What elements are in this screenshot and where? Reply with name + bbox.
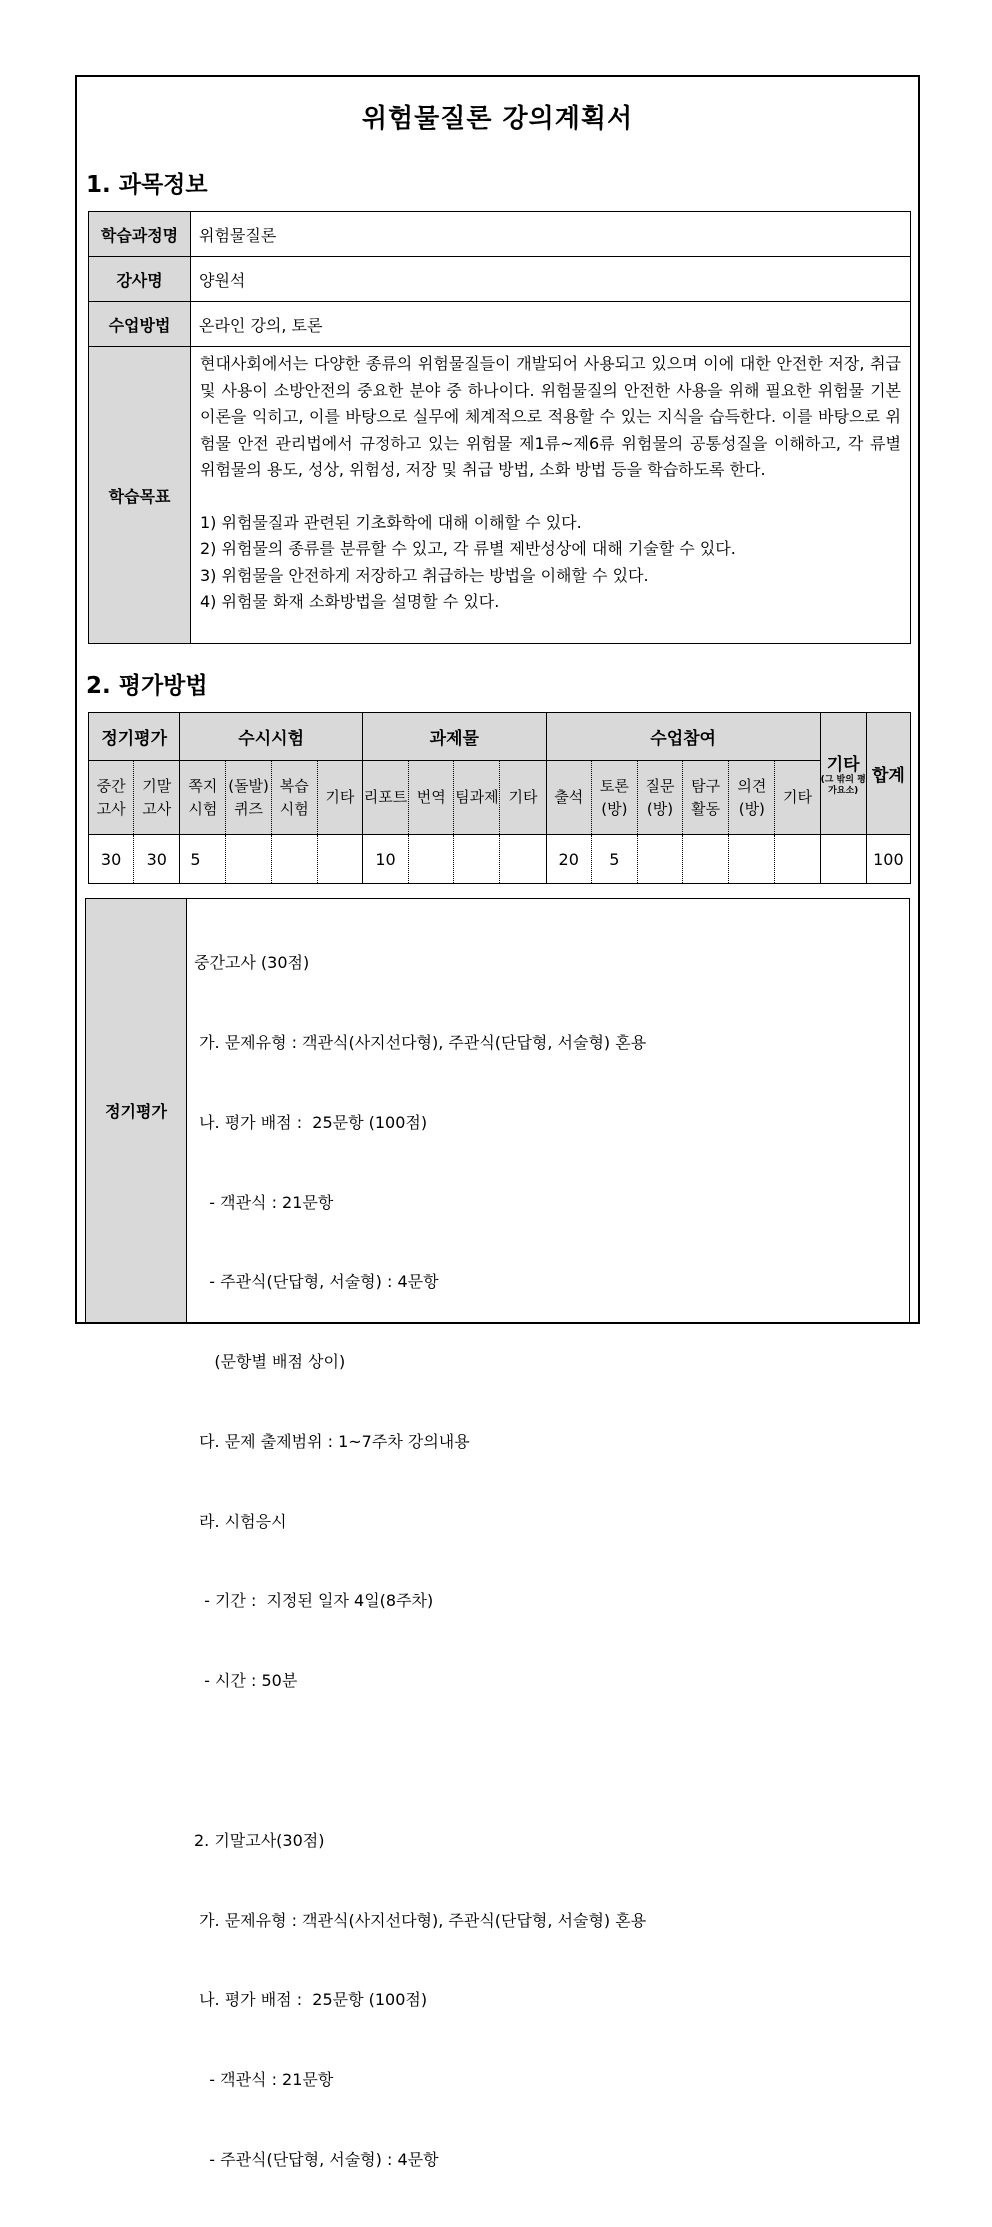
instructor-value: 양원석 xyxy=(191,257,911,302)
sub-assignment-etc: 기타 xyxy=(500,761,546,835)
detail-line-5: - 주관식(단답형, 서술형) : 4문항 xyxy=(194,1272,439,1292)
regular-evaluation-body xyxy=(194,897,646,2227)
value-pop-quiz: 5 xyxy=(180,835,226,884)
info-row-instructor xyxy=(89,257,911,302)
value-opinion xyxy=(729,835,775,884)
evaluation-value-row xyxy=(89,835,911,884)
value-review-test xyxy=(271,835,317,884)
group-other-note: (그 밖의 평가요소) xyxy=(820,775,866,796)
sub-inquiry: 탐구 활동 xyxy=(683,761,729,835)
value-report: 10 xyxy=(362,835,408,884)
sub-opinion: 의견 (방) xyxy=(729,761,775,835)
detail-line-3: 나. 평가 배점 : 25문항 (100점) xyxy=(194,1112,428,1132)
sub-question: 질문 (방) xyxy=(637,761,682,835)
detail-line-8: 라. 시험응시 xyxy=(194,1511,287,1531)
sub-team-project: 팀과제 xyxy=(454,761,500,835)
value-question xyxy=(637,835,682,884)
info-row-method xyxy=(89,302,911,347)
group-participation: 수업참여 xyxy=(546,713,820,761)
value-quiz-etc xyxy=(317,835,362,884)
sub-surprise-quiz: (돌발) 퀴즈 xyxy=(226,761,271,835)
detail-line-15: - 객관식 : 21문항 xyxy=(194,2070,334,2090)
evaluation-subheader-row xyxy=(89,761,911,835)
detail-line-11 xyxy=(194,1748,646,1775)
evaluation-table xyxy=(88,712,911,884)
document-title: 위험물질론 강의계획서 xyxy=(361,104,634,134)
sub-translation: 번역 xyxy=(409,761,454,835)
detail-line-13: 가. 문제유형 : 객관식(사지선다형), 주관식(단답형, 서술형) 혼용 xyxy=(194,1910,647,1930)
group-total: 합계 xyxy=(866,713,910,835)
course-name-value: 위험물질론 xyxy=(191,212,911,257)
group-regular: 정기평가 xyxy=(89,713,180,761)
detail-line-1: 중간고사 (30점) xyxy=(194,953,310,973)
group-quiz: 수시시험 xyxy=(180,713,363,761)
sub-final: 기말 고사 xyxy=(134,761,180,835)
regular-evaluation-detail xyxy=(85,898,910,2169)
value-discussion: 5 xyxy=(591,835,637,884)
value-inquiry xyxy=(683,835,729,884)
objective-item-2: 2) 위험물의 종류를 분류할 수 있고, 각 류별 제반성상에 대해 기술할 수 있다. xyxy=(200,539,736,558)
method-value: 온라인 강의, 토론 xyxy=(191,302,911,347)
sub-discussion: 토론 (방) xyxy=(591,761,637,835)
sub-attendance: 출석 xyxy=(546,761,591,835)
value-midterm: 30 xyxy=(89,835,134,884)
value-team-project xyxy=(454,835,500,884)
regular-evaluation-label: 정기평가 xyxy=(86,899,187,1322)
value-translation xyxy=(409,835,454,884)
group-other xyxy=(820,713,866,835)
value-surprise-quiz xyxy=(226,835,271,884)
sub-pop-quiz: 쪽지 시험 xyxy=(180,761,226,835)
value-total: 100 xyxy=(866,835,910,884)
detail-line-6: (문항별 배점 상이) xyxy=(194,1352,346,1372)
value-assignment-etc xyxy=(500,835,546,884)
value-attendance: 20 xyxy=(546,835,591,884)
section-evaluation-heading: 2. 평가방법 xyxy=(86,673,208,699)
instructor-label: 강사명 xyxy=(89,257,191,302)
objective-item-3: 3) 위험물을 안전하게 저장하고 취급하는 방법을 이해할 수 있다. xyxy=(200,565,649,585)
course-info-table xyxy=(88,211,911,644)
value-final: 30 xyxy=(134,835,180,884)
detail-line-2: 가. 문제유형 : 객관식(사지선다형), 주관식(단답형, 서술형) 혼용 xyxy=(194,1032,647,1052)
sub-midterm: 중간 고사 xyxy=(89,761,134,835)
detail-line-9: - 기간 : 지정된 일자 4일(8주차) xyxy=(194,1591,434,1611)
detail-line-4: - 객관식 : 21문항 xyxy=(194,1192,334,1212)
sub-quiz-etc: 기타 xyxy=(317,761,362,835)
method-label: 수업방법 xyxy=(89,302,191,347)
evaluation-group-row xyxy=(89,713,911,761)
sub-participation-etc: 기타 xyxy=(775,761,820,835)
sub-report: 리포트 xyxy=(362,761,408,835)
info-row-course-name xyxy=(89,212,911,257)
objective-content xyxy=(191,347,911,644)
detail-line-12: 2. 기말고사(30점) xyxy=(194,1830,325,1850)
detail-line-10: - 시간 : 50분 xyxy=(194,1671,298,1691)
objective-label: 학습목표 xyxy=(89,347,191,644)
sub-review-test: 복습 시험 xyxy=(271,761,317,835)
detail-line-7: 다. 문제 출제범위 : 1~7주차 강의내용 xyxy=(194,1431,470,1451)
objective-paragraph: 현대사회에서는 다양한 종류의 위험물질들이 개발되어 사용되고 있으며 이에 대한 안전한 저장, 취급 및 사용이 소방안전의 중요한 분야 중 하나이다. 위험물질의 안전한 사용을 위해 필요한 위험물 기본 이론을 익히고, 이를 바탕으로 실무에 체계적으로 적용할 수 있는 지식을 습득한다. 이를 바탕으로 위험물 안전 관리법에서 규정하고 있는 위험물 제1류~제6류 위험물의 공통성질을 이해하고, 각 류별 위험물의 용도, 성상, 위험성, 저장 및 취급 방법, 소화 방법 등을 학습하도록 한다. xyxy=(200,354,901,479)
value-other xyxy=(820,835,866,884)
group-assignment: 과제물 xyxy=(362,713,546,761)
info-row-objective xyxy=(89,347,911,644)
group-other-label: 기타 xyxy=(826,755,860,775)
value-participation-etc xyxy=(775,835,820,884)
course-name-label: 학습과정명 xyxy=(89,212,191,257)
objective-item-1: 1) 위험물질과 관련된 기초화학에 대해 이해할 수 있다. xyxy=(200,512,582,532)
objective-item-4: 4) 위험물 화재 소화방법을 설명할 수 있다. xyxy=(200,592,500,611)
section-course-info-heading: 1. 과목정보 xyxy=(86,172,208,198)
detail-line-16: - 주관식(단답형, 서술형) : 4문항 xyxy=(194,2149,439,2169)
detail-line-14: 나. 평가 배점 : 25문항 (100점) xyxy=(194,1990,428,2010)
